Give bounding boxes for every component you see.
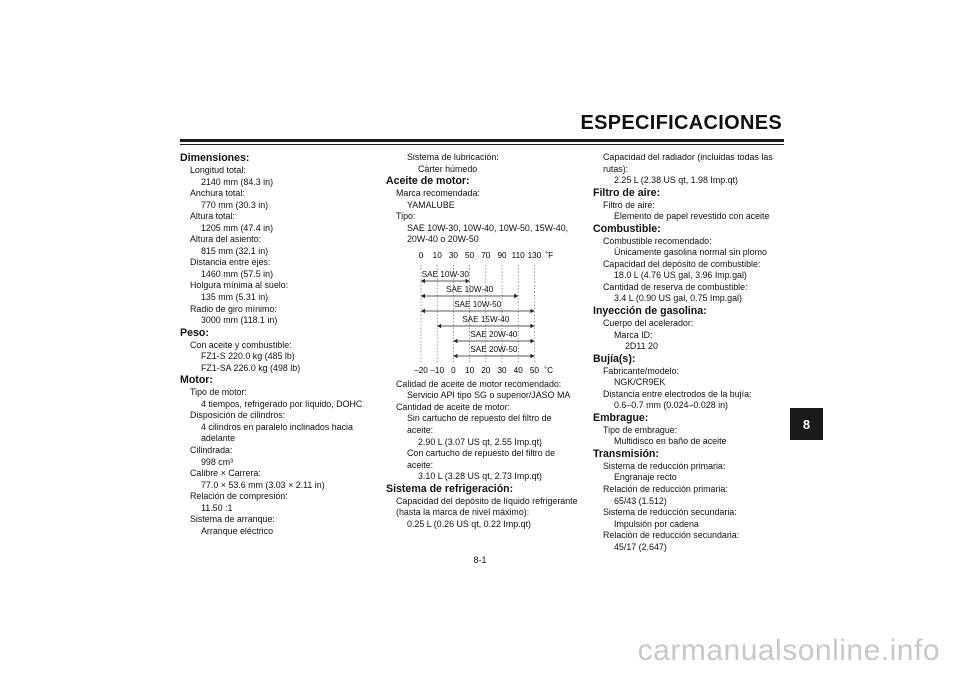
fahrenheit-tick-label: 50	[465, 250, 475, 260]
spec-line: Altura del asiento:	[190, 234, 262, 245]
spec-line: Sistema de lubricación:	[407, 152, 499, 162]
spec-line: Únicamente gasolina normal sin plomo	[614, 247, 767, 258]
spec-line: 77.0 × 53.6 mm (3.03 × 2.11 in)	[201, 479, 325, 490]
section-heading: Inyección de gasolina:	[593, 305, 707, 318]
spec-line: Radio de giro mínimo:	[190, 303, 277, 314]
spec-line: 45/17 (2.647)	[614, 541, 667, 552]
spec-line: Multidisco en baño de aceite	[614, 436, 727, 447]
spec-line: Marca recomendada:	[396, 188, 480, 199]
spec-line: Tipo:	[396, 211, 416, 222]
spec-line: YAMALUBE	[407, 199, 455, 210]
spec-line: 65/43 (1.512)	[614, 495, 667, 506]
watermark: carmanualsonline.info	[637, 634, 940, 667]
spec-line: Cuerpo del acelerador:	[603, 318, 694, 329]
spec-line: Engranaje recto	[614, 472, 677, 483]
fahrenheit-tick-label: 0	[418, 250, 424, 260]
spec-line: Sistema de reducción primaria:	[603, 460, 726, 471]
oil-viscosity-chart	[386, 249, 576, 377]
spec-line: Sin cartucho de repuesto del filtro de	[407, 413, 552, 424]
grade-arrow-left	[421, 294, 425, 298]
spec-line: Relación de reducción secundaria:	[603, 530, 740, 541]
fahrenheit-unit: ˚F	[545, 250, 554, 260]
spec-line: Capacidad del radiador (incluidas todas las	[603, 152, 773, 162]
spec-line: Distancia entre ejes:	[190, 257, 271, 268]
header-rule-thin	[180, 144, 784, 145]
fahrenheit-tick-label: 130	[527, 250, 542, 260]
spec-line: adelante	[201, 433, 236, 444]
spec-line: Cantidad de reserva de combustible:	[603, 281, 748, 292]
spec-line: 2D11 20	[625, 341, 658, 352]
grade-label: SAE 15W-40	[462, 314, 510, 324]
section-heading: Bujía(s):	[593, 352, 636, 365]
spec-line: Holgura mínima al suelo:	[190, 280, 289, 291]
spec-line: 3.4 L (0.90 US gal, 0.75 Imp.gal)	[614, 293, 742, 304]
spec-line: Tipo de motor:	[190, 387, 247, 398]
oil-viscosity-chart-svg	[386, 249, 576, 377]
fahrenheit-tick-label: 10	[432, 250, 442, 260]
grade-arrow-right	[530, 324, 534, 328]
spec-line: 4 tiempos, refrigerado por líquido, DOHC	[201, 398, 363, 409]
grade-arrow-left	[421, 279, 425, 283]
spec-line: Capacidad del depósito de líquido refrigerante	[396, 495, 578, 506]
column-3	[593, 152, 793, 553]
section-heading: Filtro de aire:	[593, 186, 661, 199]
spec-line: 998 cm³	[201, 456, 234, 467]
celsius-tick-label: 0	[451, 365, 456, 375]
celsius-tick-label: 50	[529, 365, 539, 375]
spec-line: Anchura total:	[190, 188, 245, 199]
celsius-unit: ˚C	[544, 365, 554, 375]
section-heading: Peso:	[180, 326, 209, 339]
spec-line: rutas):	[603, 163, 629, 174]
spec-line: FZ1-SA 226.0 kg (498 lb)	[201, 362, 301, 373]
section-heading: Combustible:	[593, 222, 661, 235]
spec-line: Fabricante/modelo:	[603, 365, 679, 376]
spec-line: Cilindrada:	[190, 445, 233, 456]
header-rule	[180, 139, 784, 142]
spec-line: Arranque eléctrico	[201, 525, 274, 536]
spec-line: aceite:	[407, 425, 434, 436]
spec-line: Capacidad del depósito de combustible:	[603, 258, 761, 269]
celsius-tick-label: 10	[465, 365, 475, 375]
celsius-tick-label: –20	[414, 365, 428, 375]
spec-line: Tipo de embrague:	[603, 424, 678, 435]
spec-line: (hasta la marca de nivel máximo):	[396, 507, 530, 518]
spec-line: Filtro de aire:	[603, 199, 655, 210]
spec-line: aceite:	[407, 459, 434, 470]
spec-line: 4 cilindros en paralelo inclinados hacia	[201, 421, 353, 432]
spec-line: Calibre × Carrera:	[190, 468, 261, 479]
spec-line: 1460 mm (57.5 in)	[201, 268, 274, 279]
grade-arrow-left	[453, 354, 457, 358]
celsius-tick-label: 40	[513, 365, 523, 375]
spec-line: 11.50 :1	[201, 502, 233, 513]
spec-line: Relación de reducción primaria:	[603, 484, 728, 495]
column-2	[386, 152, 586, 530]
celsius-tick-label: 20	[481, 365, 491, 375]
fahrenheit-tick-label: 90	[497, 250, 507, 260]
grade-label: SAE 20W-50	[470, 344, 518, 354]
spec-line: 815 mm (32.1 in)	[201, 245, 269, 256]
spec-line: Con aceite y combustible:	[190, 339, 292, 350]
grade-arrow-right	[530, 309, 534, 313]
section-heading: Embrague:	[593, 411, 649, 424]
spec-line: 2140 mm (84.3 in)	[201, 176, 274, 187]
grade-arrow-left	[453, 339, 457, 343]
spec-line: Elemento de papel revestido con aceite	[614, 211, 770, 222]
celsius-tick-label: 30	[497, 365, 507, 375]
spec-line: Distancia entre electrodos de la bujía:	[603, 388, 752, 399]
grade-arrow-right	[466, 279, 470, 283]
spec-line: 0.6–0.7 mm (0.024–0.028 in)	[614, 400, 728, 411]
spec-line: 135 mm (5.31 in)	[201, 292, 269, 303]
spec-line: Servicio API tipo SG o superior/JASO MA	[407, 390, 571, 401]
grade-label: SAE 10W-30	[421, 269, 469, 279]
spec-line: Disposición de cilindros:	[190, 410, 286, 421]
spec-line: 1205 mm (47.4 in)	[201, 222, 274, 233]
grade-label: SAE 20W-40	[470, 329, 518, 339]
spec-line: Marca ID:	[614, 329, 653, 340]
grade-label: SAE 10W-40	[446, 284, 494, 294]
spec-line: Cárter húmedo	[418, 163, 478, 174]
spec-line: 18.0 L (4.76 US gal, 3.96 Imp.gal)	[614, 270, 747, 281]
grade-arrow-right	[514, 294, 518, 298]
page-number: 8-1	[473, 555, 487, 565]
spec-line: Con cartucho de repuesto del filtro de	[407, 448, 556, 459]
grade-arrow-left	[421, 309, 425, 313]
spec-line: Cantidad de aceite de motor:	[396, 401, 510, 412]
spec-line: FZ1-S 220.0 kg (485 lb)	[201, 351, 295, 362]
fahrenheit-tick-label: 110	[511, 250, 525, 260]
grade-arrow-right	[530, 354, 534, 358]
section-heading: Aceite de motor:	[386, 175, 470, 188]
grade-label: SAE 10W-50	[454, 299, 502, 309]
section-heading: Motor:	[180, 374, 213, 387]
section-heading: Transmisión:	[593, 447, 659, 460]
grade-arrow-left	[437, 324, 441, 328]
spec-line: 2.90 L (3.07 US qt, 2.55 Imp.qt)	[418, 436, 542, 447]
spec-line: SAE 10W-30, 10W-40, 10W-50, 15W-40,	[407, 222, 569, 233]
spec-line: Relación de compresión:	[190, 491, 288, 502]
spec-line: Sistema de reducción secundaria:	[603, 507, 737, 518]
grade-arrow-right	[530, 339, 534, 343]
chapter-tab[interactable]: 8	[790, 408, 823, 440]
spec-line: Calidad de aceite de motor recomendado:	[396, 378, 562, 389]
spec-line: 3.10 L (3.28 US qt, 2.73 Imp.qt)	[418, 471, 542, 482]
spec-line: Sistema de arranque:	[190, 514, 275, 525]
spec-line: Longitud total:	[190, 165, 246, 175]
celsius-tick-label: –10	[430, 365, 445, 375]
spec-line: 2.25 L (2.38 US qt, 1.98 Imp.qt)	[614, 175, 738, 186]
spec-line: 770 mm (30.3 in)	[201, 199, 269, 210]
fahrenheit-tick-label: 30	[448, 250, 458, 260]
spec-line: 3000 mm (118.1 in)	[201, 315, 278, 326]
page-title: ESPECIFICACIONES	[580, 112, 782, 134]
section-heading: Dimensiones:	[180, 152, 250, 164]
spec-line: NGK/CR9EK	[614, 377, 666, 388]
spec-line: Altura total:	[190, 211, 235, 222]
spec-line: 0.25 L (0.26 US qt, 0.22 Imp.qt)	[407, 518, 531, 529]
spec-line: 20W-40 o 20W-50	[407, 234, 479, 245]
section-heading: Sistema de refrigeración:	[386, 482, 514, 495]
spec-line: Impulsión por cadena	[614, 518, 699, 529]
column-1	[180, 152, 380, 537]
spec-line: Combustible recomendado:	[603, 235, 712, 246]
fahrenheit-tick-label: 70	[481, 250, 491, 260]
